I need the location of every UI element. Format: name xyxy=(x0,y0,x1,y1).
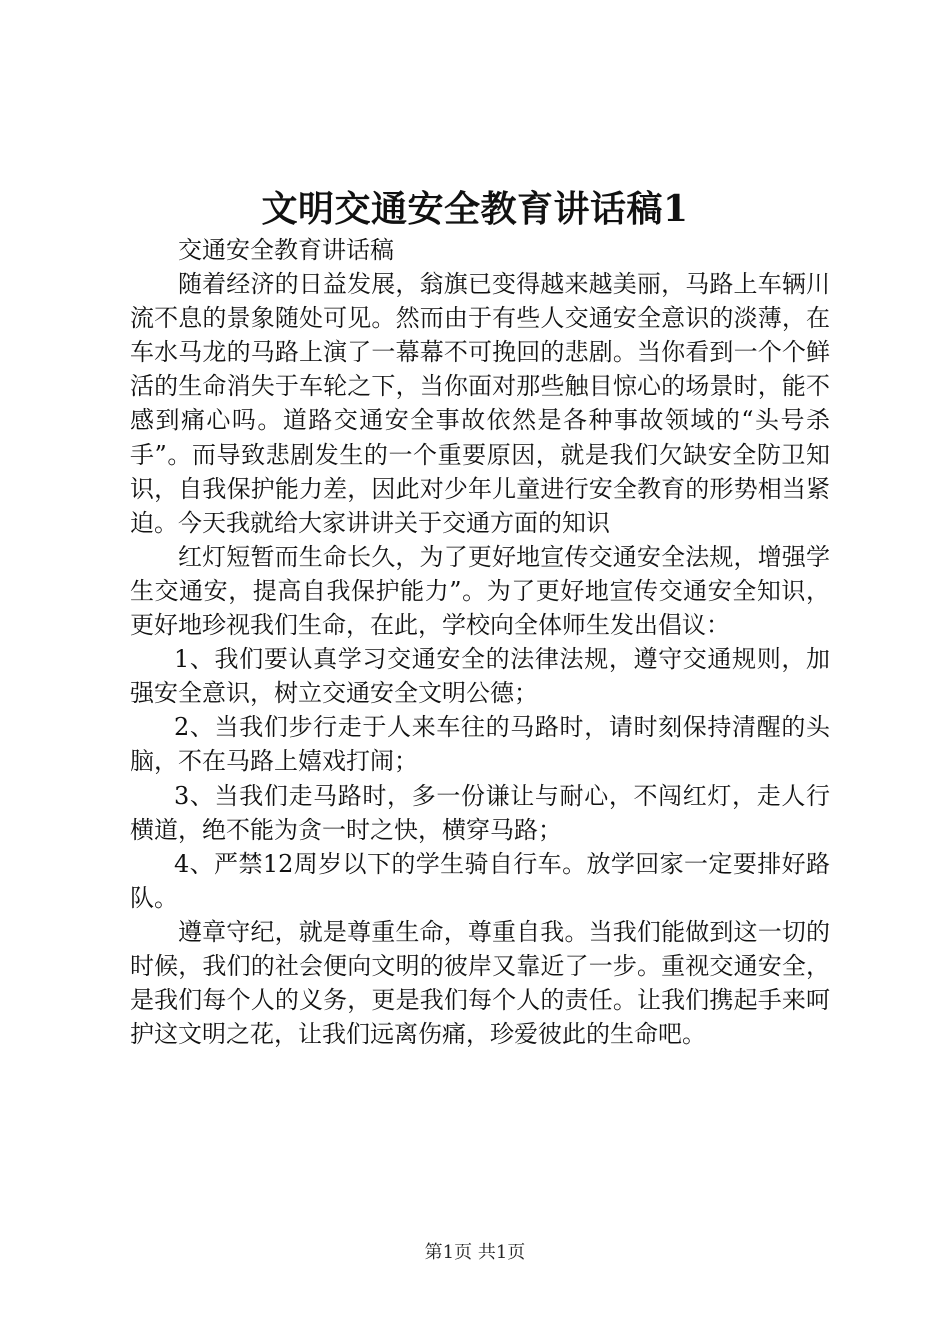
paragraph-intro: 随着经济的日益发展，翁旗已变得越来越美丽，马路上车辆川流不息的景象随处可见。然而由于有些人交通安全意识的淡薄，在车水马龙的马路上演了一幕幕不可挽回的悲剧。当你看到一个个鲜活的生命消失于车轮之下，当你面对那些触目惊心的场景时，能不感到痛心吗。道路交通安全事故依然是各种事故领域的“头号杀手”。而导致悲剧发生的一个重要原因，就是我们欠缺安全防卫知识，自我保护能力差，因此对少年儿童进行安全教育的形势相当紧迫。今天我就给大家讲讲关于交通方面的知识 xyxy=(130,270,830,537)
document-subtitle: 交通安全教育讲话稿 xyxy=(178,236,394,264)
paragraph-proposal: 红灯短暂而生命长久，为了更好地宣传交通安全法规，增强学生交通安，提高自我保护能力”。为了更好地宣传交通安全知识，更好地珍视我们生命，在此，学校向全体师生发出倡议： xyxy=(130,542,830,640)
document-title: 文明交通安全教育讲话稿1 xyxy=(261,188,689,230)
list-item-1: 1、我们要认真学习交通安全的法律法规，遵守交通规则，加强安全意识，树立交通安全文明公德； xyxy=(130,645,830,708)
paragraph-closing: 遵章守纪，就是尊重生命，尊重自我。当我们能做到这一切的时候，我们的社会便向文明的彼岸又靠近了一步。重视交通安全，是我们每个人的义务，更是我们每个人的责任。让我们携起手来呵护这文明之花，让我们远离伤痛，珍爱彼此的生命吧。 xyxy=(130,917,830,1049)
list-item-2: 2、当我们步行走于人来车往的马路时，请时刻保持清醒的头脑，不在马路上嬉戏打闹； xyxy=(130,713,830,776)
list-item-3: 3、当我们走马路时，多一份谦让与耐心，不闯红灯，走人行横道，绝不能为贪一时之快，横穿马路； xyxy=(130,781,830,844)
list-item-4: 4、严禁12周岁以下的学生骑自行车。放学回家一定要排好路队。 xyxy=(130,849,830,912)
page-number-footer: 第1页 共1页 xyxy=(424,1242,526,1263)
document-body xyxy=(130,233,830,1051)
